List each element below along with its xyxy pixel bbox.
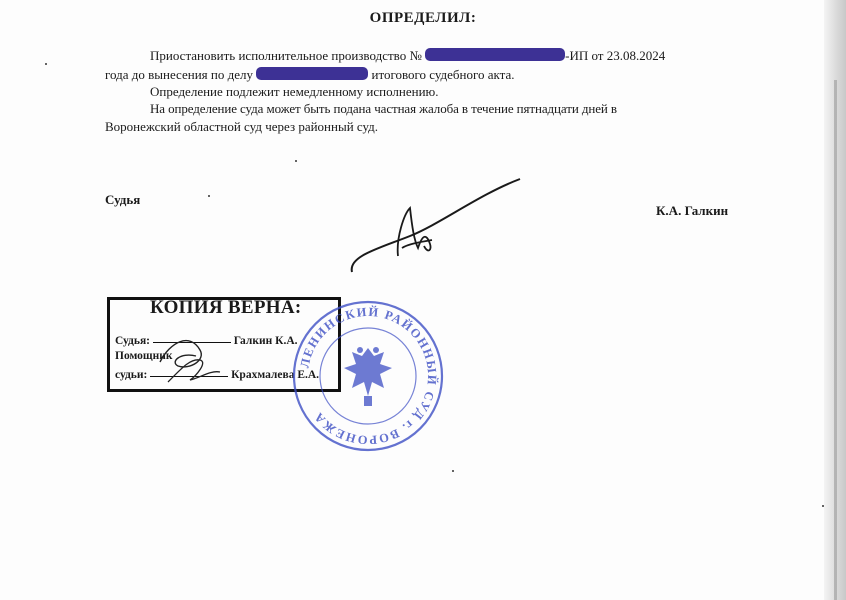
cert-assistant-label-1: Помощник (115, 350, 173, 362)
paragraph-line-1 (150, 48, 665, 64)
scan-speck (822, 505, 824, 507)
paragraph-2-tail: итогового судебного акта. (371, 67, 515, 82)
paragraph-2-start: года до вынесения по делу (105, 67, 253, 82)
scan-speck (208, 195, 210, 197)
paragraph-line-4: На определение суда может быть подана частная жалоба в течение пятнадцати дней в (150, 101, 617, 116)
cert-assistant-signature-image (160, 350, 230, 390)
certification-title: КОПИЯ ВЕРНА: (150, 297, 302, 318)
judge-role-label: Судья (105, 192, 141, 207)
paragraph-1-start: Приостановить исполнительное производство № (150, 48, 422, 63)
cert-assistant-label-2: судьи: (115, 369, 148, 381)
cert-assistant-name: Крахмалева Е.А. (231, 369, 320, 381)
redaction-mark-proceeding-number (425, 48, 565, 61)
decision-heading: ОПРЕДЕЛИЛ: (369, 10, 477, 26)
paragraph-line-3: Определение подлежит немедленному исполнению. (150, 84, 439, 99)
scan-speck (45, 63, 47, 65)
cert-judge-name: Галкин К.А. (233, 335, 298, 347)
cert-judge-label: Судья: (115, 335, 150, 347)
judge-signature-image (340, 174, 530, 284)
judge-name: К.А. Галкин (656, 203, 729, 218)
redaction-mark-case-number (256, 67, 368, 80)
paragraph-1-tail: -ИП от 23.08.2024 (565, 48, 666, 63)
paragraph-line-2 (105, 67, 515, 83)
scan-speck (452, 470, 454, 472)
svg-text:ЛЕНИНСКИЙ РАЙОННЫЙ СУД г. ВОРО: ЛЕНИНСКИЙ РАЙОННЫЙ СУД г. ВОРОНЕЖА (297, 304, 440, 448)
paragraph-line-5: Воронежский областной суд через районный суд. (105, 119, 379, 134)
page-edge-line (834, 80, 837, 600)
scan-speck (295, 160, 297, 162)
court-seal-image (288, 296, 448, 456)
